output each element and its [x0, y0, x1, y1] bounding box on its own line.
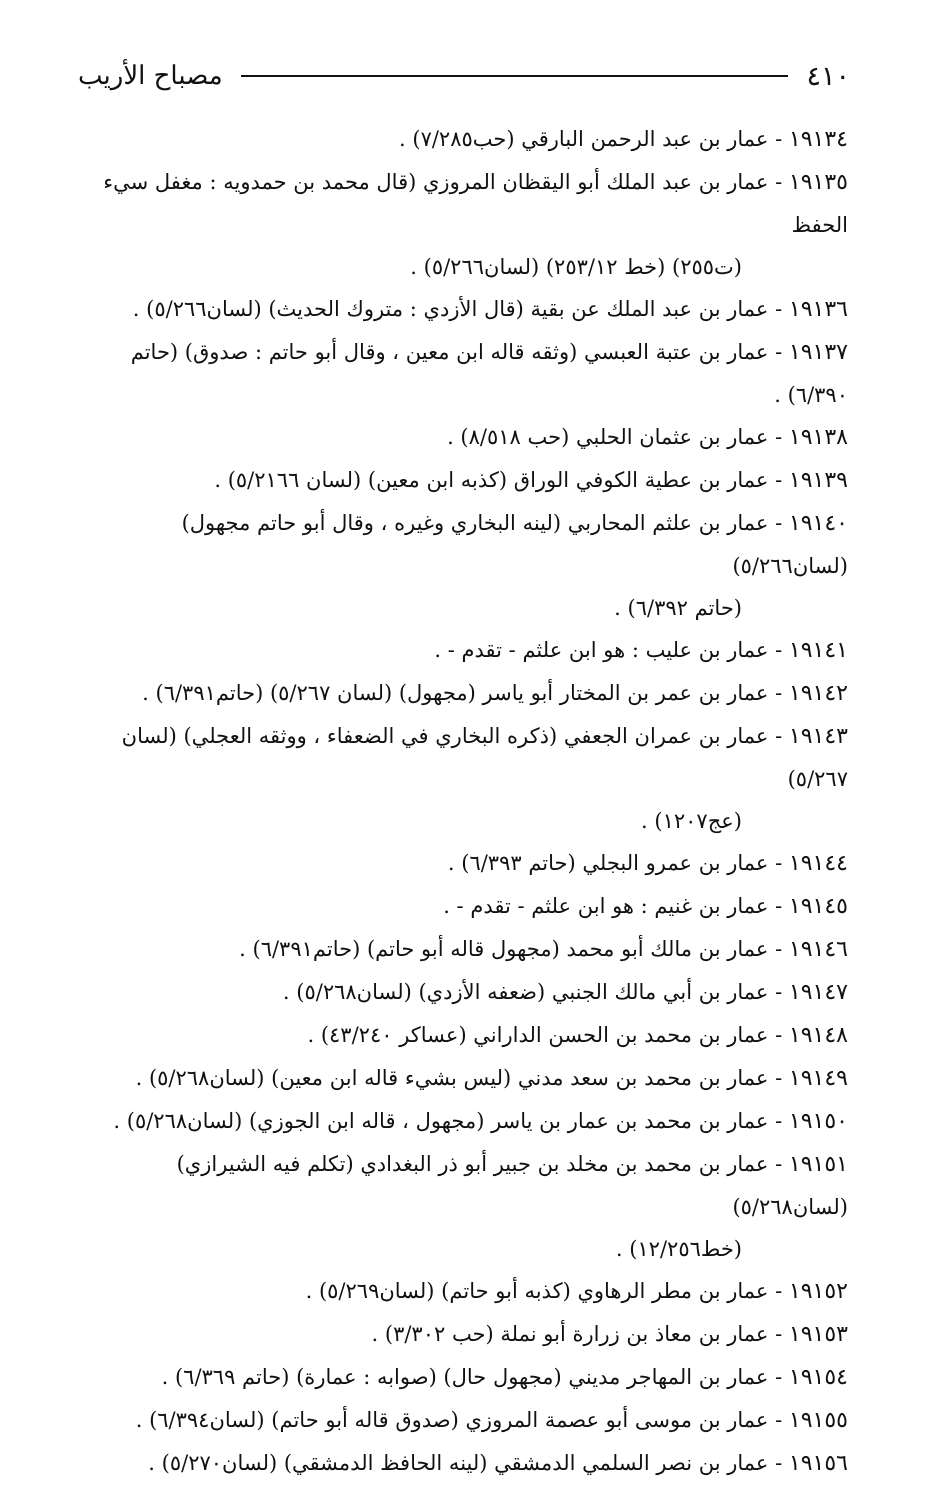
entry-dash: - — [768, 937, 789, 961]
entry-dash: - — [768, 127, 789, 151]
list-item — [85, 1143, 848, 1270]
list-item — [85, 715, 848, 842]
entry-number: ١٩١٥٤ — [788, 1365, 848, 1390]
entry-dash: - — [768, 1023, 789, 1047]
entry-dash: - — [768, 638, 789, 662]
entry-text: عمار بن محمد بن سعد مدني (ليس بشيء قاله ابن معين) (لسان٥/٢٦٨) . — [135, 1066, 769, 1090]
entry-number: ١٩١٤٧ — [788, 980, 848, 1005]
list-item — [85, 118, 848, 161]
entry-dash: - — [768, 1365, 789, 1389]
entry-number: ١٩١٤٤ — [788, 851, 848, 876]
entry-text: عمار بن علثم المحاربي (لينه البخاري وغيره ، وقال أبو حاتم مجهول) (لسان٥/٢٦٦) — [181, 511, 848, 578]
entry-dash: - — [768, 468, 789, 492]
entry-text: عمار بن عمرو البجلي (حاتم ٦/٣٩٣) . — [447, 851, 769, 875]
entry-text: عمار بن عتبة العبسي (وثقه قاله ابن معين ، وقال أبو حاتم : صدوق) (حاتم ٦/٣٩٠) . — [130, 340, 848, 407]
entry-text: عمار بن عبد الملك عن بقية (قال الأزدي : متروك الحديث) (لسان٥/٢٦٦) . — [132, 297, 769, 321]
entry-number: ١٩١٤٣ — [788, 724, 848, 749]
entry-text: عمار بن مطر الرهاوي (كذبه أبو حاتم) (لسان٥/٢٦٩) . — [305, 1279, 769, 1303]
entry-dash: - — [768, 297, 789, 321]
entry-text: عمار بن المهاجر مديني (مجهول حال) (صوابه : عمارة) (حاتم ٦/٣٦٩) . — [161, 1365, 769, 1389]
entry-text: عمار بن عمر بن المختار أبو ياسر (مجهول) (لسان ٥/٢٦٧) (حاتم٦/٣٩١) . — [142, 681, 769, 705]
entry-text: عمار بن عليب : هو ابن علثم - تقدم - . — [434, 638, 769, 662]
entry-number: ١٩١٣٧ — [788, 340, 848, 365]
entry-text: عمار بن محمد بن الحسن الداراني (عساكر ٤٣/٢٤٠) . — [307, 1023, 769, 1047]
entry-text: عمار بن محمد بن مخلد بن جبير أبو ذر البغدادي (تكلم فيه الشيرازي) (لسان٥/٢٦٨) — [176, 1152, 848, 1219]
entry-dash: - — [768, 980, 789, 1004]
entry-dash: - — [768, 1066, 789, 1090]
entry-number: ١٩١٣٥ — [788, 170, 848, 195]
entry-text: عمار بن عبد الرحمن البارقي (حب٧/٢٨٥) . — [399, 127, 769, 151]
list-item — [85, 885, 848, 928]
entry-number: ١٩١٤٥ — [788, 894, 848, 919]
list-item — [85, 1100, 848, 1143]
entry-dash: - — [768, 1152, 789, 1176]
entry-number: ١٩١٥٣ — [788, 1322, 848, 1347]
entry-text: عمار بن عبد الملك أبو اليقظان المروزي (قال محمد بن حمدويه : مغفل سيء الحفظ — [103, 170, 848, 237]
list-item — [85, 1014, 848, 1057]
entry-dash: - — [768, 511, 789, 535]
entry-dash: - — [768, 425, 789, 449]
entry-text: عمار بن غنيم : هو ابن علثم - تقدم - . — [443, 894, 769, 918]
entry-dash: - — [768, 1109, 789, 1133]
list-item — [85, 161, 848, 288]
list-item — [85, 1057, 848, 1100]
entry-number: ١٩١٤٩ — [788, 1066, 848, 1091]
list-item — [85, 1270, 848, 1313]
book-title: مصباح الأريب — [78, 61, 223, 91]
entry-text: عمار بن معاذ بن زرارة أبو نملة (حب ٣/٣٠٢) . — [371, 1322, 769, 1346]
entry-continuation: (خط١٢/٢٥٦) . — [615, 1237, 742, 1261]
entry-text: عمار بن نصر السلمي الدمشقي (لينه الحافظ الدمشقي) (لسان٥/٢٧٠) . — [148, 1451, 769, 1475]
list-item — [85, 928, 848, 971]
entry-number: ١٩١٤٠ — [788, 511, 848, 536]
entry-number: ١٩١٤٦ — [788, 937, 848, 962]
entry-text: عمار بن موسى أبو عصمة المروزي (صدوق قاله أبو حاتم) (لسان٦/٣٩٤) . — [135, 1408, 769, 1432]
entry-list — [85, 118, 848, 1485]
entry-number: ١٩١٤٢ — [788, 681, 848, 706]
list-item — [85, 1442, 848, 1485]
list-item — [85, 629, 848, 672]
entry-text: عمار بن محمد بن عمار بن ياسر (مجهول ، قاله ابن الجوزي) (لسان٥/٢٦٨) . — [113, 1109, 769, 1133]
entry-number: ١٩١٣٦ — [788, 297, 848, 322]
entry-text: عمار بن عثمان الحلبي (حب ٨/٥١٨) . — [447, 425, 769, 449]
list-item — [85, 1399, 848, 1442]
entry-continuation: (حاتم ٦/٣٩٢) . — [614, 596, 742, 620]
entry-dash: - — [768, 1451, 789, 1475]
entry-dash: - — [768, 1279, 789, 1303]
entry-dash: - — [768, 724, 789, 748]
entry-dash: - — [768, 1408, 789, 1432]
list-item — [85, 502, 848, 629]
header-rule — [241, 75, 789, 77]
entry-continuation: (ت٢٥٥) (خط ٢٥٣/١٢) (لسان٥/٢٦٦) . — [410, 255, 742, 279]
list-item — [85, 971, 848, 1014]
list-item — [85, 842, 848, 885]
entry-dash: - — [768, 170, 789, 194]
page-header — [78, 58, 850, 94]
entry-dash: - — [768, 340, 789, 364]
entry-number: ١٩١٣٨ — [788, 425, 848, 450]
entry-continuation: (عج١٢٠٧) . — [641, 809, 742, 833]
list-item — [85, 331, 848, 416]
entry-number: ١٩١٣٤ — [788, 127, 848, 152]
entry-number: ١٩١٥٥ — [788, 1408, 848, 1433]
list-item — [85, 288, 848, 331]
entry-number: ١٩١٤١ — [788, 638, 848, 663]
entry-text: عمار بن عطية الكوفي الوراق (كذبه ابن معين) (لسان ٥/٢١٦٦) . — [214, 468, 769, 492]
entry-text: عمار بن مالك أبو محمد (مجهول قاله أبو حاتم) (حاتم٦/٣٩١) . — [239, 937, 769, 961]
page-number: ٤١٠ — [806, 60, 850, 92]
entry-number: ١٩١٥٠ — [788, 1109, 848, 1134]
list-item — [85, 459, 848, 502]
entry-text: عمار بن عمران الجعفي (ذكره البخاري في الضعفاء ، ووثقه العجلي) (لسان ٥/٢٦٧) — [121, 724, 848, 791]
entry-dash: - — [768, 894, 789, 918]
entry-number: ١٩١٤٨ — [788, 1023, 848, 1048]
entry-dash: - — [768, 681, 789, 705]
entry-number: ١٩١٥١ — [788, 1152, 848, 1177]
list-item — [85, 672, 848, 715]
entry-dash: - — [768, 1322, 789, 1346]
list-item — [85, 1356, 848, 1399]
entry-dash: - — [768, 851, 789, 875]
list-item — [85, 416, 848, 459]
entry-number: ١٩١٥٦ — [788, 1451, 848, 1476]
entry-number: ١٩١٥٢ — [788, 1279, 848, 1304]
entry-number: ١٩١٣٩ — [788, 468, 848, 493]
entry-text: عمار بن أبي مالك الجنبي (ضعفه الأزدي) (لسان٥/٢٦٨) . — [282, 980, 769, 1004]
